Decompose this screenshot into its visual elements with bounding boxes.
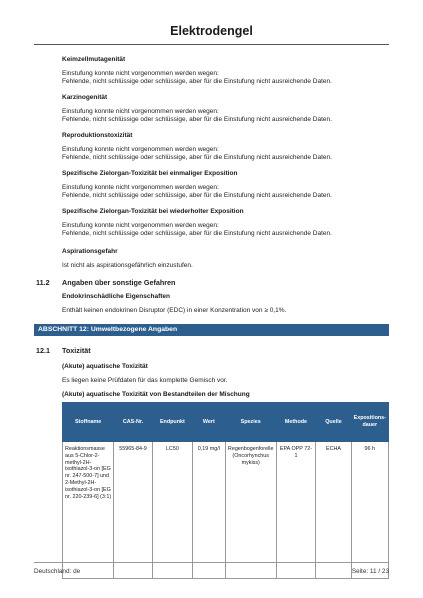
subsection-text: Einstufung konnte nicht vorgenommen werden wegen:: [62, 221, 219, 229]
cell-endpoint: LC50: [152, 442, 192, 579]
subsection-text: Fehlende, nicht schlüssige oder schlüssige, aber für die Einstufung nicht ausreichende Daten.: [62, 78, 332, 86]
subsection-stot-se: [62, 170, 392, 201]
subsection-heading: Keimzellmutagenität: [62, 56, 126, 63]
section-title: Angaben über sonstige Gefahren: [62, 278, 176, 287]
subsection-text: Ist nicht als aspirationsgefährlich einzustufen.: [62, 261, 193, 269]
subsection-heading: Aspirationsgefahr: [62, 248, 118, 255]
column-header: Wert: [193, 403, 226, 442]
column-header: Quelle: [316, 403, 351, 442]
column-header: Stoffname: [63, 403, 114, 442]
column-header: Endpunkt: [152, 403, 192, 442]
column-header: Methode: [276, 403, 316, 442]
subsection-text: Fehlende, nicht schlüssige oder schlüssige, aber für die Einstufung nicht ausreichende Daten.: [62, 116, 332, 124]
footer-country: Deutschland: de: [34, 568, 81, 575]
subsection-heading: (Akute) aquatische Toxizität: [62, 363, 148, 370]
cell-substance-name: Reaktionsmasse aus 5-Chlor-2-methyl-2H-isothiazol-3-on [EG nr. 247-500-7] und 2-Methyl-2H-isothiazol-3-on [EG nr. 220-239-6] (3:1): [63, 442, 114, 579]
cell-method: EPA OPP 72-1: [276, 442, 316, 579]
subsection-heading: Spezifische Zielorgan-Toxizität bei wiederholter Exposition: [62, 208, 244, 215]
subsection-text: Fehlende, nicht schlüssige oder schlüssige, aber für die Einstufung nicht ausreichende Daten.: [62, 192, 332, 200]
subsection-text: Einstufung konnte nicht vorgenommen werden wegen:: [62, 183, 219, 191]
subsection-text: Einstufung konnte nicht vorgenommen werden wegen:: [62, 107, 219, 115]
subsection-heading: Spezifische Zielorgan-Toxizität bei einmaliger Exposition: [62, 170, 238, 177]
subsection-stot-re: [62, 208, 392, 239]
cell-source: ECHA: [316, 442, 351, 579]
column-header: Spezies: [225, 403, 276, 442]
subsection-text: Einstufung konnte nicht vorgenommen werden wegen:: [62, 69, 219, 77]
page-title: Elektrodengel: [170, 24, 253, 38]
subsection-reproduktion: [62, 132, 392, 163]
subsection-karzinogen: [62, 94, 392, 125]
cell-species: Regenbogenforelle (Oncorhynchus mykiss): [225, 442, 276, 579]
footer-divider: [34, 562, 389, 563]
section-title: Toxizität: [62, 346, 91, 355]
table-header-row: [63, 403, 389, 442]
column-header: CAS-Nr.: [114, 403, 153, 442]
subsection-text: Enthält keinen endokrinen Disruptor (EDC) in einer Konzentration von ≥ 0,1%.: [62, 306, 287, 314]
footer-page-number: Seite: 11 / 23: [351, 568, 389, 575]
subsection-keimzell: [62, 56, 392, 87]
subsection-heading: Reproduktionstoxizität: [62, 132, 133, 139]
table-row: [63, 442, 389, 579]
subsection-heading: Endokrinschädliche Eigenschaften: [62, 293, 170, 300]
subsection-edc: [62, 293, 392, 315]
subsection-aquatic: [62, 363, 392, 400]
column-header: Expositions-dauer: [351, 403, 388, 442]
cell-value: 0,19 mg/l: [193, 442, 226, 579]
section-12-banner: ABSCHNITT 12: Umweltbezogene Angaben: [34, 324, 389, 336]
cell-duration: 96 h: [351, 442, 388, 579]
subsection-aspiration: [62, 248, 392, 270]
section-number: 12.1: [36, 346, 50, 355]
subsection-heading: Karzinogenität: [62, 94, 108, 101]
subsection-text: Einstufung konnte nicht vorgenommen werden wegen:: [62, 145, 219, 153]
subsection-text: Es liegen keine Prüfdaten für das komplette Gemisch vor.: [62, 376, 228, 384]
cell-cas-number: 55965-84-9: [114, 442, 153, 579]
toxicity-table: [62, 402, 389, 579]
subsection-text: Fehlende, nicht schlüssige oder schlüssige, aber für die Einstufung nicht ausreichende Daten.: [62, 230, 332, 238]
section-number: 11.2: [36, 278, 50, 287]
subsection-heading: (Akute) aquatische Toxizität von Bestandteilen der Mischung: [62, 391, 250, 399]
header-divider: [34, 44, 389, 45]
subsection-text: Fehlende, nicht schlüssige oder schlüssige, aber für die Einstufung nicht ausreichende Daten.: [62, 154, 332, 162]
